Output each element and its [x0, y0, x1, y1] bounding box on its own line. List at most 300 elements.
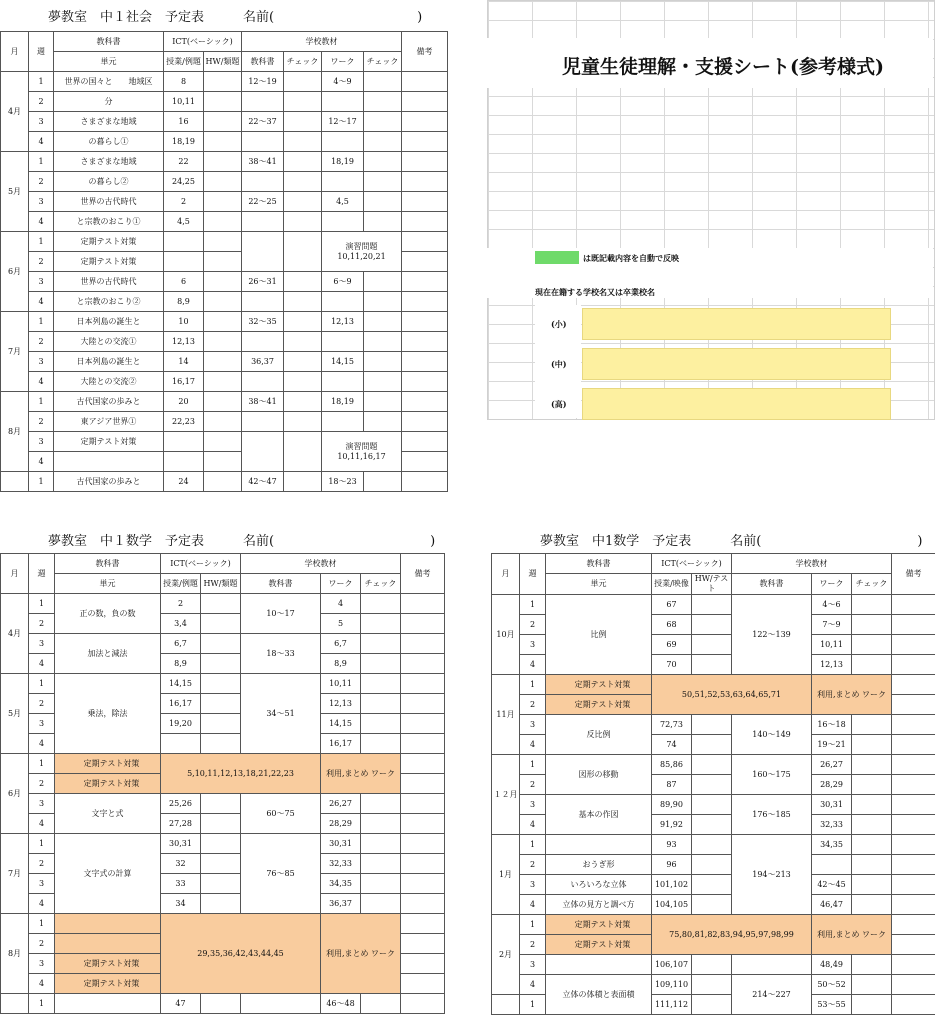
- test-range-cell: 29,35,36,42,43,44,45: [161, 914, 321, 994]
- unit-cell: さまざまな地域: [54, 152, 164, 172]
- work-cell: 14,15: [321, 714, 361, 734]
- note-cell: [401, 614, 445, 634]
- week-cell: 3: [29, 272, 54, 292]
- week-cell: 1: [29, 914, 55, 934]
- hw-cell: [204, 312, 242, 332]
- note-cell: [402, 372, 448, 392]
- check-cell: [361, 894, 401, 914]
- unit-cell: 東アジア世界①: [54, 412, 164, 432]
- month-cell: 8月: [1, 392, 29, 472]
- header-textbook: 教科書: [54, 32, 164, 52]
- note-cell: [402, 172, 448, 192]
- hw-cell: [692, 775, 732, 795]
- table-row: [1, 132, 448, 152]
- work-cell: 26,27: [321, 794, 361, 814]
- unit-cell: 定期テスト対策: [54, 252, 164, 272]
- header-note: 備考: [401, 554, 445, 594]
- note-cell: [401, 914, 445, 934]
- week-cell: 1: [29, 152, 54, 172]
- unit-cell: 世界の古代時代: [54, 192, 164, 212]
- elem-school-field[interactable]: [582, 308, 891, 340]
- check-cell: [364, 92, 402, 112]
- review-cell: 利用,まとめ ワーク: [812, 915, 892, 955]
- work-cell: 12,13: [812, 655, 852, 675]
- check-cell: [284, 132, 322, 152]
- week-cell: 1: [29, 994, 55, 1014]
- table-row: [492, 855, 935, 875]
- social-title: 夢教室 中１社会 予定表 名前( ): [48, 10, 423, 25]
- note-cell: [401, 994, 445, 1014]
- tb-cell: 122〜139: [732, 595, 812, 675]
- ict-cell: 87: [652, 775, 692, 795]
- note-cell: [402, 152, 448, 172]
- unit-cell: 文字と式: [55, 794, 161, 834]
- unit-cell: 世界の古代時代: [54, 272, 164, 292]
- week-cell: 3: [29, 192, 54, 212]
- header-ict: ICT(ベーシック): [164, 32, 242, 52]
- note-cell: [402, 392, 448, 412]
- hw-cell: [204, 212, 242, 232]
- work-cell: 46,47: [812, 895, 852, 915]
- hw-cell: [692, 995, 732, 1015]
- unit-cell: 定期テスト対策: [546, 915, 652, 935]
- week-cell: 4: [520, 735, 546, 755]
- note-cell: [892, 675, 935, 695]
- ict-cell: 47: [161, 994, 201, 1014]
- header-note: 備考: [892, 554, 935, 595]
- week-cell: 3: [520, 875, 546, 895]
- check-cell: [361, 834, 401, 854]
- header-textbook: 教科書: [546, 554, 652, 574]
- work-cell: [322, 332, 364, 352]
- week-cell: 3: [520, 955, 546, 975]
- check-cell: [284, 172, 322, 192]
- header-textbook: 教科書: [55, 554, 161, 574]
- table-row: [1, 312, 448, 332]
- unit-cell: 立体の見方と調べ方: [546, 895, 652, 915]
- note-cell: [402, 452, 448, 472]
- work-cell: 4: [321, 594, 361, 614]
- header-unit: 単元: [54, 52, 164, 72]
- work-cell: 4,5: [322, 192, 364, 212]
- ict-cell: 34: [161, 894, 201, 914]
- check-cell: [852, 855, 892, 875]
- unit-cell: 定期テスト対策: [55, 774, 161, 794]
- tb-cell: 42〜47: [242, 472, 284, 492]
- auto-fill-legend: は既記載内容を自動で反映: [583, 253, 679, 263]
- check-cell: [852, 995, 892, 1015]
- table-row: [492, 835, 935, 855]
- check-cell: [364, 272, 402, 292]
- hw-cell: [204, 92, 242, 112]
- check-cell: [364, 372, 402, 392]
- note-cell: [401, 854, 445, 874]
- header-check-1: チェック: [284, 52, 322, 72]
- hw-cell: [201, 654, 241, 674]
- math1-schedule-table: [0, 553, 445, 1014]
- hw-cell: [692, 815, 732, 835]
- unit-cell: 定期テスト対策: [55, 754, 161, 774]
- hw-cell: [692, 715, 732, 735]
- ict-cell: 12,13: [164, 332, 204, 352]
- unit-cell: [55, 914, 161, 934]
- check-cell: [852, 635, 892, 655]
- week-cell: 2: [29, 854, 55, 874]
- check-cell: [852, 755, 892, 775]
- week-cell: 3: [29, 954, 55, 974]
- hw-cell: [201, 994, 241, 1014]
- ict-cell: [164, 432, 204, 452]
- hw-cell: [692, 955, 732, 975]
- review-cell: 利用,まとめ ワーク: [321, 754, 401, 794]
- check-cell: [284, 112, 322, 132]
- note-cell: [892, 875, 935, 895]
- week-cell: 4: [29, 814, 55, 834]
- work-cell: 48,49: [812, 955, 852, 975]
- header-school: 学校教材: [732, 554, 892, 574]
- header-week: 週: [29, 554, 55, 594]
- unit-cell: 古代国家の歩みと: [54, 472, 164, 492]
- header-unit: 単元: [55, 574, 161, 594]
- work-cell: [322, 92, 364, 112]
- note-cell: [402, 352, 448, 372]
- month-cell: 2月: [492, 915, 520, 995]
- check-cell: [364, 352, 402, 372]
- ict-cell: 67: [652, 595, 692, 615]
- tb-cell: 60〜75: [241, 794, 321, 834]
- note-cell: [892, 595, 935, 615]
- week-cell: 2: [29, 614, 55, 634]
- check-cell: [852, 975, 892, 995]
- table-row: [1, 172, 448, 192]
- header-unit: 単元: [546, 574, 652, 595]
- week-cell: 2: [520, 615, 546, 635]
- unit-cell: 基本の作図: [546, 795, 652, 835]
- header-ict: ICT(ベーシック): [652, 554, 732, 574]
- table-row: [1, 412, 448, 432]
- unit-cell: 定期テスト対策: [55, 954, 161, 974]
- table-row: [1, 594, 445, 614]
- table-row: [1, 372, 448, 392]
- table-row: [492, 595, 935, 615]
- note-cell: [402, 252, 448, 272]
- tb-cell: [242, 432, 284, 472]
- table-row: [1, 634, 445, 654]
- unit-cell: [55, 934, 161, 954]
- ict-cell: 6,7: [161, 634, 201, 654]
- hw-cell: [204, 372, 242, 392]
- hw-cell: [692, 595, 732, 615]
- check-cell: [852, 795, 892, 815]
- tb-cell: 160〜175: [732, 755, 812, 795]
- tb-cell: 22〜25: [242, 192, 284, 212]
- work-cell: 8,9: [321, 654, 361, 674]
- unit-cell: 定期テスト対策: [54, 432, 164, 452]
- ict-cell: 2: [161, 594, 201, 614]
- mid-label: (中): [551, 359, 567, 369]
- tb-cell: [241, 994, 321, 1014]
- header-month: 月: [1, 32, 29, 72]
- note-cell: [402, 212, 448, 232]
- unit-cell: 分: [54, 92, 164, 112]
- week-cell: 1: [520, 595, 546, 615]
- work-cell: 16〜18: [812, 715, 852, 735]
- ict-cell: 6: [164, 272, 204, 292]
- tb-cell: 76〜85: [241, 834, 321, 914]
- unit-cell: 定期テスト対策: [55, 974, 161, 994]
- note-cell: [401, 794, 445, 814]
- hw-cell: [204, 472, 242, 492]
- check-cell: [364, 172, 402, 192]
- week-cell: 2: [29, 934, 55, 954]
- work-cell: 12〜17: [322, 112, 364, 132]
- work-cell: 32,33: [321, 854, 361, 874]
- table-row: [492, 795, 935, 815]
- table-row: [492, 755, 935, 775]
- hw-cell: [204, 432, 242, 452]
- unit-cell: 大陸との交流②: [54, 372, 164, 392]
- ict-cell: 22,23: [164, 412, 204, 432]
- week-cell: 4: [29, 292, 54, 312]
- unit-cell: 大陸との交流①: [54, 332, 164, 352]
- month-cell: 4月: [1, 594, 29, 674]
- unit-cell: 古代国家の歩みと: [54, 392, 164, 412]
- header-lesson: 授業/映像: [652, 574, 692, 595]
- work-cell: [322, 132, 364, 152]
- drill-cell: 演習問題 10,11,20,21: [322, 232, 402, 272]
- tb-cell: [732, 955, 812, 975]
- header-note: 備考: [402, 32, 448, 72]
- note-cell: [402, 412, 448, 432]
- check-cell: [364, 292, 402, 312]
- note-cell: [401, 674, 445, 694]
- tb-cell: [242, 92, 284, 112]
- table-row: [1, 272, 448, 292]
- note-cell: [401, 734, 445, 754]
- week-cell: 3: [29, 714, 55, 734]
- work-cell: 36,37: [321, 894, 361, 914]
- hw-cell: [204, 332, 242, 352]
- header-hw: HW/テスト: [692, 574, 732, 595]
- unit-cell: 乗法，除法: [55, 674, 161, 754]
- check-cell: [284, 332, 322, 352]
- hw-cell: [204, 232, 242, 252]
- check-cell: [852, 595, 892, 615]
- note-cell: [892, 735, 935, 755]
- table-row: [1, 92, 448, 112]
- hw-cell: [201, 734, 241, 754]
- week-cell: 4: [29, 132, 54, 152]
- header-work: ワーク: [321, 574, 361, 594]
- check-cell: [364, 312, 402, 332]
- review-cell: 利用,まとめ ワーク: [321, 914, 401, 994]
- tb-cell: 176〜185: [732, 795, 812, 835]
- week-cell: 1: [520, 995, 546, 1015]
- work-cell: 53〜55: [812, 995, 852, 1015]
- note-cell: [401, 714, 445, 734]
- week-cell: 4: [29, 372, 54, 392]
- month-cell: １２月: [492, 755, 520, 835]
- hw-cell: [692, 655, 732, 675]
- check-cell: [284, 432, 322, 472]
- tb-cell: 18〜33: [241, 634, 321, 674]
- unit-cell: [546, 835, 652, 855]
- check-cell: [852, 955, 892, 975]
- week-cell: 4: [29, 452, 54, 472]
- hw-cell: [204, 132, 242, 152]
- note-cell: [402, 472, 448, 492]
- work-cell: 28,29: [321, 814, 361, 834]
- hw-cell: [204, 292, 242, 312]
- header-work: ワーク: [812, 574, 852, 595]
- tb-cell: 26〜31: [242, 272, 284, 292]
- hw-cell: [201, 854, 241, 874]
- ict-cell: 91,92: [652, 815, 692, 835]
- hw-cell: [201, 874, 241, 894]
- unit-cell: 図形の移動: [546, 755, 652, 795]
- week-cell: 1: [29, 472, 54, 492]
- work-cell: 14,15: [322, 352, 364, 372]
- unit-cell: 加法と減法: [55, 634, 161, 674]
- hw-cell: [204, 392, 242, 412]
- work-cell: 7〜9: [812, 615, 852, 635]
- table-row: [492, 955, 935, 975]
- check-cell: [361, 674, 401, 694]
- note-cell: [892, 795, 935, 815]
- hw-cell: [204, 352, 242, 372]
- header-school-textbook: 教科書: [732, 574, 812, 595]
- work-cell: 5: [321, 614, 361, 634]
- header-work: ワーク: [322, 52, 364, 72]
- math2-schedule-table: [491, 553, 935, 1015]
- tb-cell: 214〜227: [732, 975, 812, 1015]
- hw-cell: [204, 272, 242, 292]
- work-cell: [322, 172, 364, 192]
- check-cell: [364, 152, 402, 172]
- table-row: [1, 212, 448, 232]
- check-cell: [852, 615, 892, 635]
- check-cell: [852, 835, 892, 855]
- week-cell: 2: [29, 412, 54, 432]
- hw-cell: [201, 714, 241, 734]
- note-cell: [892, 635, 935, 655]
- ict-cell: 96: [652, 855, 692, 875]
- week-cell: 2: [520, 775, 546, 795]
- table-row: [1, 432, 448, 452]
- header-week: 週: [29, 32, 54, 72]
- hw-cell: [204, 252, 242, 272]
- header-lesson: 授業/例題: [164, 52, 204, 72]
- check-cell: [284, 372, 322, 392]
- drill-cell: 演習問題 10,11,16,17: [322, 432, 402, 472]
- week-cell: 1: [520, 915, 546, 935]
- test-range-cell: 5,10,11,12,13,18,21,22,23: [161, 754, 321, 794]
- ict-cell: 10: [164, 312, 204, 332]
- ict-cell: 109,110: [652, 975, 692, 995]
- week-cell: 1: [520, 675, 546, 695]
- unit-cell: と宗教のおこり①: [54, 212, 164, 232]
- unit-cell: 定期テスト対策: [54, 232, 164, 252]
- table-row: [1, 754, 445, 774]
- high-school-field[interactable]: [582, 388, 891, 420]
- ict-cell: 8: [164, 72, 204, 92]
- header-school: 学校教材: [242, 32, 402, 52]
- hw-cell: [692, 635, 732, 655]
- ict-cell: 16,17: [161, 694, 201, 714]
- week-cell: 4: [29, 212, 54, 232]
- work-cell: [322, 372, 364, 392]
- check-cell: [852, 875, 892, 895]
- work-cell: 6,7: [321, 634, 361, 654]
- check-cell: [364, 112, 402, 132]
- work-cell: 16,17: [321, 734, 361, 754]
- ict-cell: 68: [652, 615, 692, 635]
- check-cell: [361, 814, 401, 834]
- note-cell: [401, 654, 445, 674]
- check-cell: [284, 312, 322, 332]
- header-school-textbook: 教科書: [241, 574, 321, 594]
- unit-cell: さまざまな地域: [54, 112, 164, 132]
- week-cell: 1: [520, 835, 546, 855]
- header-check: チェック: [852, 574, 892, 595]
- ict-cell: 14: [164, 352, 204, 372]
- ict-cell: 85,86: [652, 755, 692, 775]
- check-cell: [284, 152, 322, 172]
- header-school: 学校教材: [241, 554, 401, 574]
- unit-cell: 定期テスト対策: [546, 695, 652, 715]
- note-cell: [892, 755, 935, 775]
- tb-cell: 32〜35: [242, 312, 284, 332]
- week-cell: 1: [29, 312, 54, 332]
- header-lesson: 授業/例題: [161, 574, 201, 594]
- month-cell: 5月: [1, 152, 29, 232]
- week-cell: 1: [520, 755, 546, 775]
- week-cell: 2: [29, 92, 54, 112]
- ict-cell: 30,31: [161, 834, 201, 854]
- week-cell: 4: [520, 815, 546, 835]
- tb-cell: [242, 212, 284, 232]
- tb-cell: 12〜19: [242, 72, 284, 92]
- week-cell: 1: [29, 834, 55, 854]
- week-cell: 1: [29, 674, 55, 694]
- ict-cell: [164, 452, 204, 472]
- header-hw: HW/類題: [201, 574, 241, 594]
- hw-cell: [201, 594, 241, 614]
- math2-title: 夢教室 中1数学 予定表 名前( ): [540, 534, 923, 549]
- table-row: [1, 674, 445, 694]
- work-cell: 12,13: [321, 694, 361, 714]
- ict-cell: 69: [652, 635, 692, 655]
- table-row: [492, 715, 935, 735]
- week-cell: 2: [520, 855, 546, 875]
- note-cell: [402, 332, 448, 352]
- tb-cell: 34〜51: [241, 674, 321, 754]
- ict-cell: 10,11: [164, 92, 204, 112]
- work-cell: [322, 212, 364, 232]
- mid-school-field[interactable]: [582, 348, 891, 380]
- ict-cell: [164, 252, 204, 272]
- check-cell: [402, 232, 448, 252]
- week-cell: 3: [29, 432, 54, 452]
- test-range-cell: 75,80,81,82,83,94,95,97,98,99: [652, 915, 812, 955]
- check-cell: [364, 212, 402, 232]
- ict-cell: 101,102: [652, 875, 692, 895]
- hw-cell: [201, 634, 241, 654]
- note-cell: [892, 955, 935, 975]
- ict-cell: 111,112: [652, 995, 692, 1015]
- table-row: [1, 352, 448, 372]
- note-cell: [892, 995, 935, 1015]
